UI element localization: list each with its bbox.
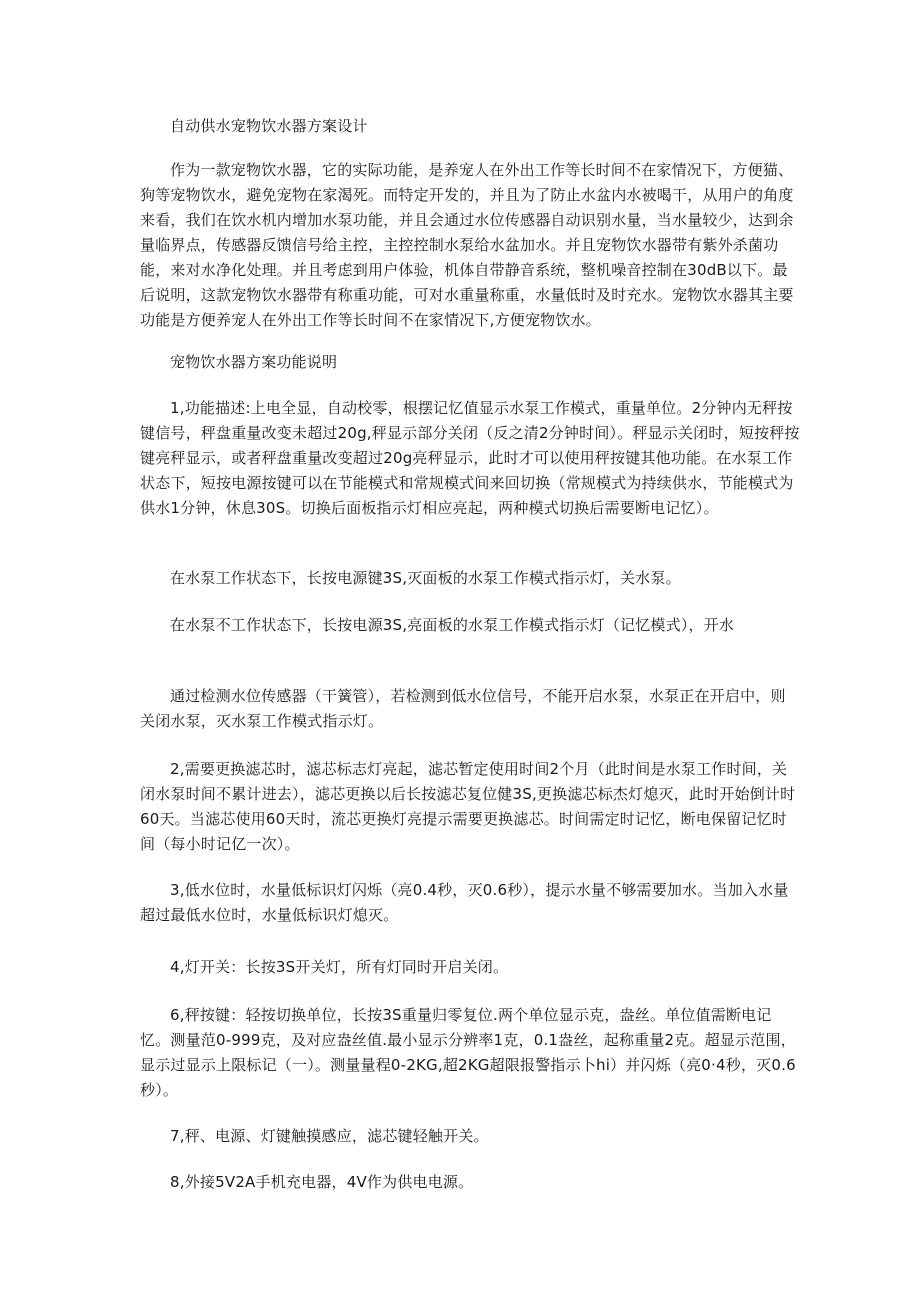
item-7-touch-keys: 7,秤、电源、灯键触摸感应，滤芯键轻触开关。 [170,1127,489,1145]
section-heading: 宠物饮水器方案功能说明 [170,353,338,371]
intro-paragraph: 作为一款宠物饮水器，它的实际功能，是养宠人在外出工作等长时间不在家情况下，方便猫、狗等宠物饮水，避免宠物在家渴死。而特定开发的，并且为了防止水盆内水被喝干，从用户的角度来看，我们在饮水机内增加水泵功能，并且会通过水位传感器自动识别水量，当水量较少，达到余量临界点，传感器反馈信号给主控，主控控制水泵给水盆加水。并且宠物饮水器带有紫外杀菌功能，来对水净化处理。并且考虑到用户体验，机体自带静音系统，整机噪音控制在30dB以下。最后说明，这款宠物饮水器带有称重功能，可对水重量称重，水量低时及时充水。宠物饮水器其主要功能是方便养宠人在外出工作等长时间不在家情况下,方便宠物饮水。 [140,161,794,329]
item-6-scale-button: 6,秤按键：轻按切换单位，长按3S重量归零复位.两个单位显示克，盎丝。单位值需断电记忆。测量范0-999克，及对应盎丝值.最小显示分辨率1克，0.1盎丝，起称重量2克。超显示范围，显示过显示上限标记（一）。测量量程0-2KG,超2KG超限报警指示卜hi）并闪烁（亮0·4秒，灭0.6秒）。 [140,1006,796,1099]
item-4-light-switch: 4,灯开关：长按3S开关灯，所有灯同时开启关闭。 [170,958,509,976]
paragraph-pump-off: 在水泵工作状态下，长按电源键3S,灭面板的水泵工作模式指示灯，关水泵。 [170,569,681,587]
item-3-low-water: 3,低水位时，水量低标识灯闪烁（亮0.4秒，灭0.6秒），提示水量不够需要加水。当加入水量超过最低水位时，水量低标识灯熄灭。 [140,881,789,924]
item-1-function-description: 1,功能描述:上电全显，自动校零，根摆记忆值显示水泵工作模式，重量单位。2分钟内无秤按键信号，秤盘重量改变未超过20g,秤显示部分关闭（反之清2分钟时间）。秤显示关闭时，短按秤按键亮秤显示，或者秤盘重量改变超过20g亮秤显示，此时才可以使用秤按键其他功能。在水泵工作状态下，短按电源按键可以在节能模式和常规模式间来回切换（常规模式为持续供水，节能模式为供水1分钟，休息30S。切换后面板指示灯相应亮起，两种模式切换后需要断电记忆）。 [140,399,800,517]
item-8-power-supply: 8,外接5V2A手机充电器，4V作为供电电源。 [170,1173,474,1191]
item-2-filter-replacement: 2,需要更换滤芯时，滤芯标志灯亮起，滤芯暂定使用时间2个月（此时间是水泵工作时间，关闭水泵时间不累计进去），滤芯更换以后长按滤芯复位健3S,更换滤芯标杰灯熄灭，此时开始倒计时60天。当滤芯使用60天时，流芯更换灯亮提示需要更换滤芯。时间需定时记忆，断电保留记忆时间（每小时记亿一次）。 [140,760,796,853]
paragraph-water-sensor: 通过检测水位传感器（干簧管），若检测到低水位信号，不能开启水泵，水泵正在开启中，则关闭水泵，灭水泵工作模式指示灯。 [140,687,786,730]
document-title: 自动供水宠物饮水器方案设计 [170,117,368,135]
paragraph-pump-on: 在水泵不工作状态下，长按电源3S,亮面板的水泵工作模式指示灯（记忆模式），开水 [170,616,735,634]
